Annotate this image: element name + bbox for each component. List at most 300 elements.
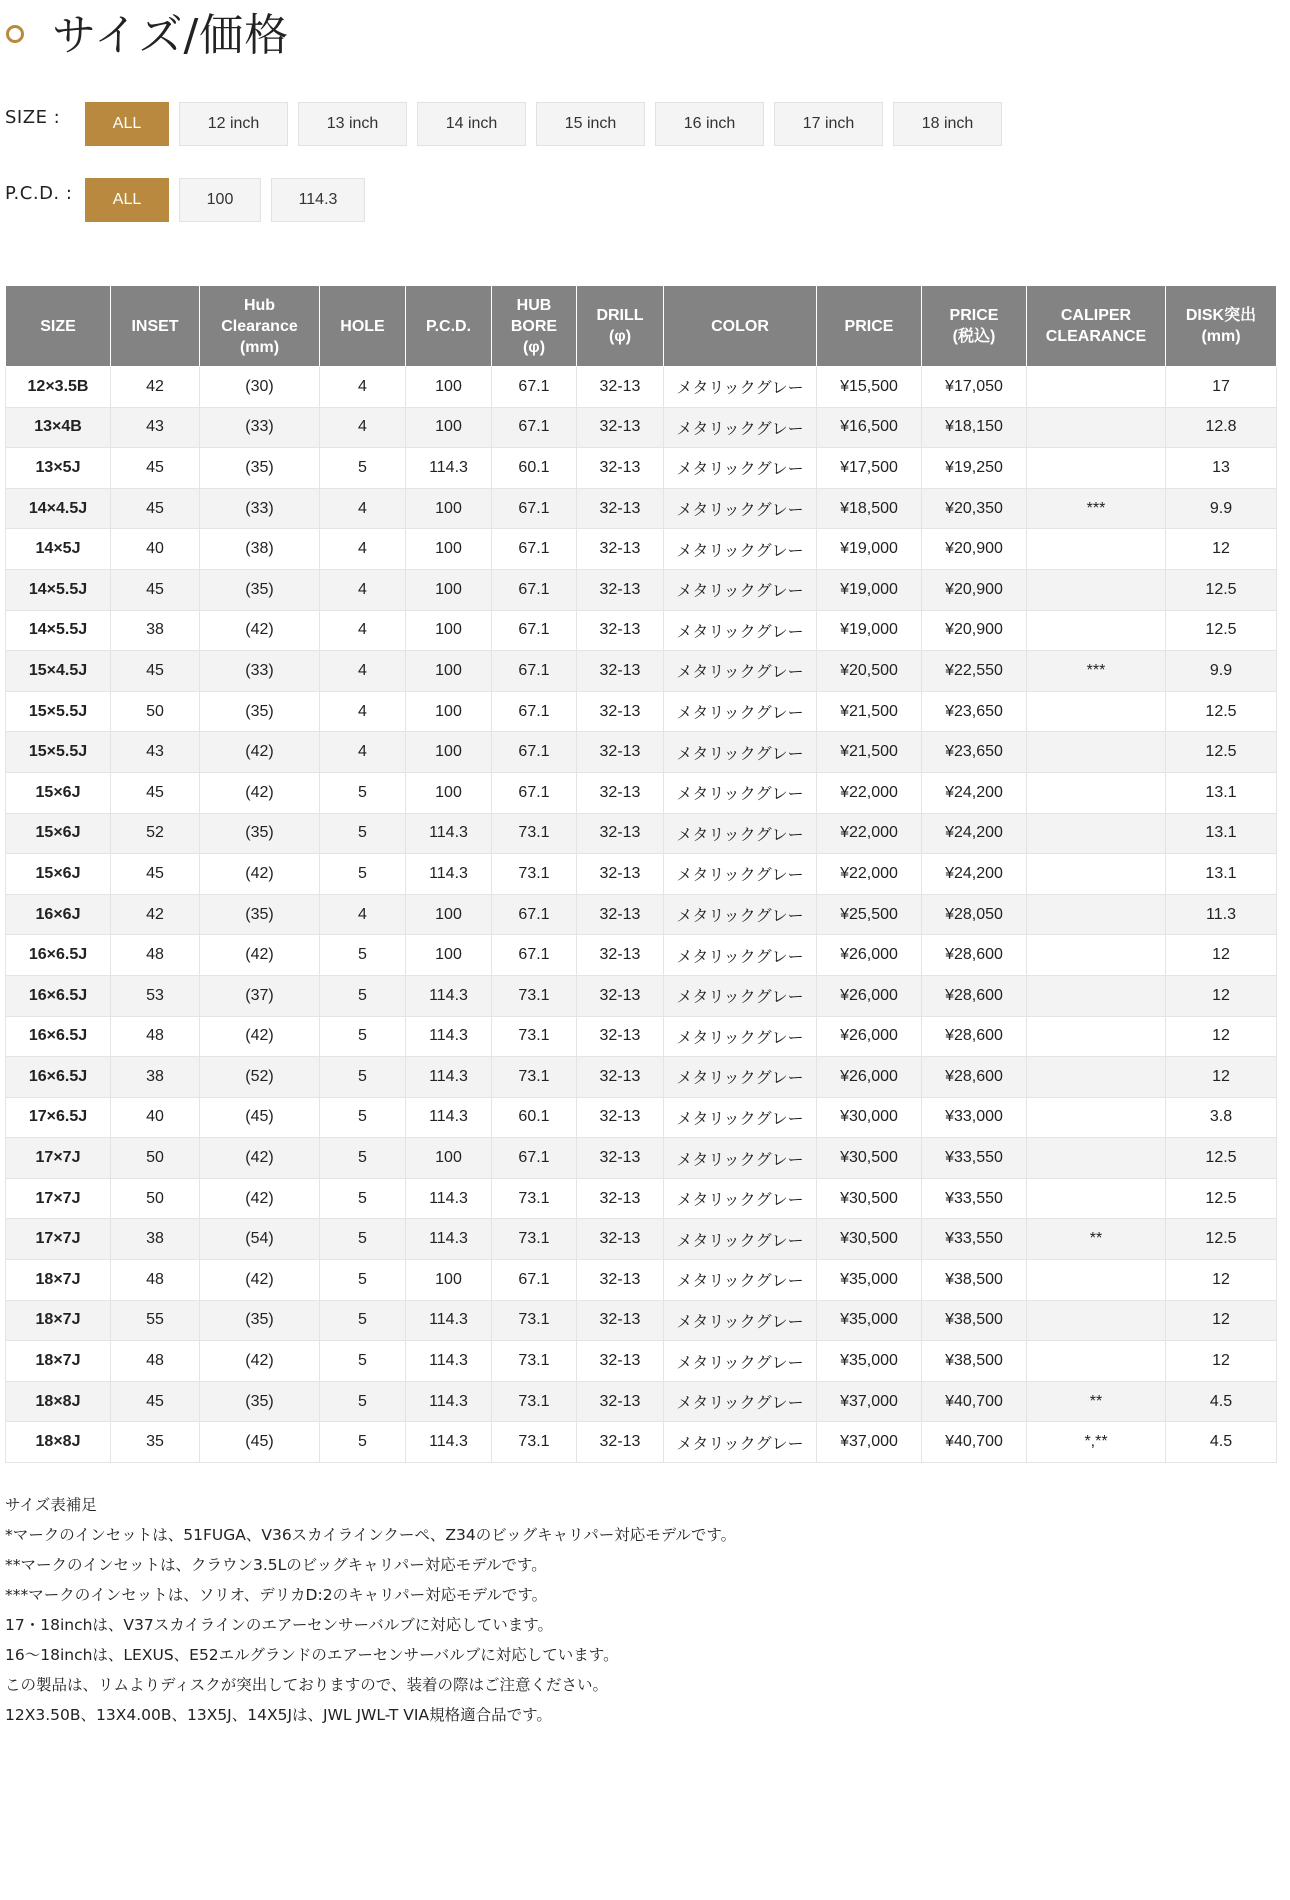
column-header-disk-protrusion (1166, 286, 1277, 367)
cell-pcd: 100 (406, 529, 492, 570)
cell-hub-bore: 73.1 (492, 1178, 577, 1219)
column-header-line: P.C.D. (425, 317, 472, 335)
cell-caliper-clearance (1027, 367, 1166, 408)
cell-disk-protrusion: 4.5 (1166, 1422, 1277, 1463)
cell-hub-clearance: (35) (200, 1381, 320, 1422)
cell-size: 16×6.5J (6, 1057, 111, 1098)
cell-hole: 5 (320, 1341, 406, 1382)
cell-pcd: 100 (406, 772, 492, 813)
size-filter-13-inch-button[interactable]: 13 inch (298, 102, 407, 146)
cell-caliper-clearance: ** (1027, 1381, 1166, 1422)
column-header-line: Hub (243, 296, 276, 314)
cell-inset: 50 (111, 691, 200, 732)
cell-caliper-clearance (1027, 407, 1166, 448)
size-filter-buttons (85, 102, 1002, 146)
cell-hole: 4 (320, 488, 406, 529)
cell-hole: 5 (320, 1097, 406, 1138)
cell-size: 18×8J (6, 1381, 111, 1422)
cell-disk-protrusion: 12.5 (1166, 1219, 1277, 1260)
cell-color: メタリックグレー (664, 1178, 817, 1219)
cell-color: メタリックグレー (664, 448, 817, 489)
cell-price-tax-incl: ¥28,600 (922, 1016, 1027, 1057)
cell-pcd: 100 (406, 651, 492, 692)
cell-hole: 4 (320, 569, 406, 610)
table-row (6, 1138, 1277, 1179)
cell-inset: 38 (111, 1057, 200, 1098)
cell-hole: 4 (320, 367, 406, 408)
cell-price: ¥22,000 (817, 854, 922, 895)
cell-drill: 32-13 (577, 1300, 664, 1341)
column-header-line: INSET (131, 317, 179, 335)
cell-hub-clearance: (54) (200, 1219, 320, 1260)
cell-drill: 32-13 (577, 448, 664, 489)
cell-price: ¥30,500 (817, 1138, 922, 1179)
cell-pcd: 114.3 (406, 1178, 492, 1219)
cell-price-tax-incl: ¥28,600 (922, 1057, 1027, 1098)
cell-caliper-clearance: *** (1027, 488, 1166, 529)
cell-price-tax-incl: ¥38,500 (922, 1341, 1027, 1382)
cell-caliper-clearance (1027, 935, 1166, 976)
column-header-pcd (406, 286, 492, 367)
cell-pcd: 114.3 (406, 854, 492, 895)
cell-color: メタリックグレー (664, 407, 817, 448)
cell-drill: 32-13 (577, 488, 664, 529)
cell-price-tax-incl: ¥38,500 (922, 1260, 1027, 1301)
cell-price-tax-incl: ¥19,250 (922, 448, 1027, 489)
cell-inset: 55 (111, 1300, 200, 1341)
table-row (6, 1300, 1277, 1341)
note-line: 12X3.50B、13X4.00B、13X5J、14X5Jは、JWL JWL-T VIA規格適合品です。 (5, 1706, 552, 1724)
cell-disk-protrusion: 12 (1166, 529, 1277, 570)
cell-hub-clearance: (42) (200, 732, 320, 773)
notes-heading: サイズ表補足 (5, 1496, 97, 1514)
cell-pcd: 100 (406, 569, 492, 610)
table-row (6, 1178, 1277, 1219)
cell-size: 16×6.5J (6, 935, 111, 976)
cell-hub-clearance: (33) (200, 651, 320, 692)
note-line: **マークのインセットは、クラウン3.5Lのビッグキャリパー対応モデルです。 (5, 1556, 547, 1574)
cell-caliper-clearance (1027, 1300, 1166, 1341)
column-header-line: DISK突出 (1185, 307, 1257, 324)
cell-pcd: 100 (406, 732, 492, 773)
cell-size: 18×8J (6, 1422, 111, 1463)
cell-disk-protrusion: 13.1 (1166, 854, 1277, 895)
cell-hub-bore: 73.1 (492, 1219, 577, 1260)
cell-price-tax-incl: ¥24,200 (922, 772, 1027, 813)
cell-disk-protrusion: 12 (1166, 1300, 1277, 1341)
cell-hole: 5 (320, 1219, 406, 1260)
cell-inset: 45 (111, 448, 200, 489)
table-row (6, 1381, 1277, 1422)
cell-hub-clearance: (42) (200, 854, 320, 895)
page-title-row (6, 2, 289, 60)
cell-disk-protrusion: 12 (1166, 1016, 1277, 1057)
cell-inset: 35 (111, 1422, 200, 1463)
cell-caliper-clearance (1027, 529, 1166, 570)
cell-caliper-clearance (1027, 1057, 1166, 1098)
cell-hub-bore: 67.1 (492, 772, 577, 813)
cell-size: 15×6J (6, 813, 111, 854)
cell-color: メタリックグレー (664, 1138, 817, 1179)
cell-disk-protrusion: 12.5 (1166, 569, 1277, 610)
cell-drill: 32-13 (577, 691, 664, 732)
cell-caliper-clearance (1027, 569, 1166, 610)
cell-size: 14×4.5J (6, 488, 111, 529)
cell-inset: 48 (111, 935, 200, 976)
note-line: この製品は、リムよりディスクが突出しておりますので、装着の際はご注意ください。 (5, 1676, 608, 1694)
cell-hole: 4 (320, 691, 406, 732)
column-header-line: HOLE (340, 317, 385, 335)
cell-drill: 32-13 (577, 1422, 664, 1463)
cell-disk-protrusion: 12.5 (1166, 610, 1277, 651)
cell-price: ¥37,000 (817, 1422, 922, 1463)
pcd-filter-114-3-button[interactable]: 114.3 (271, 178, 365, 222)
cell-drill: 32-13 (577, 1097, 664, 1138)
cell-size: 14×5.5J (6, 569, 111, 610)
cell-caliper-clearance (1027, 448, 1166, 489)
cell-drill: 32-13 (577, 1381, 664, 1422)
cell-hole: 5 (320, 1057, 406, 1098)
cell-hub-bore: 73.1 (492, 1057, 577, 1098)
column-header-price (817, 286, 922, 367)
cell-color: メタリックグレー (664, 935, 817, 976)
cell-disk-protrusion: 12 (1166, 1341, 1277, 1382)
cell-caliper-clearance (1027, 1138, 1166, 1179)
cell-inset: 48 (111, 1341, 200, 1382)
cell-price-tax-incl: ¥20,900 (922, 529, 1027, 570)
cell-color: メタリックグレー (664, 1260, 817, 1301)
column-header-size (6, 286, 111, 367)
cell-hole: 5 (320, 1381, 406, 1422)
size-filter-17-inch-button[interactable]: 17 inch (774, 102, 883, 146)
cell-price-tax-incl: ¥28,050 (922, 894, 1027, 935)
cell-hub-bore: 67.1 (492, 732, 577, 773)
column-header-line: HUB (516, 296, 552, 314)
cell-hole: 5 (320, 975, 406, 1016)
cell-price-tax-incl: ¥18,150 (922, 407, 1027, 448)
cell-size: 15×6J (6, 772, 111, 813)
cell-hole: 5 (320, 1260, 406, 1301)
cell-size: 14×5.5J (6, 610, 111, 651)
cell-disk-protrusion: 13.1 (1166, 813, 1277, 854)
cell-pcd: 114.3 (406, 1097, 492, 1138)
cell-caliper-clearance (1027, 772, 1166, 813)
cell-hub-bore: 67.1 (492, 691, 577, 732)
cell-hole: 5 (320, 1422, 406, 1463)
cell-color: メタリックグレー (664, 488, 817, 529)
cell-caliper-clearance (1027, 1178, 1166, 1219)
cell-caliper-clearance: ** (1027, 1219, 1166, 1260)
pcd-filter-100-button[interactable]: 100 (179, 178, 261, 222)
cell-inset: 50 (111, 1178, 200, 1219)
cell-disk-protrusion: 11.3 (1166, 894, 1277, 935)
cell-caliper-clearance (1027, 1341, 1166, 1382)
cell-hub-clearance: (35) (200, 448, 320, 489)
cell-caliper-clearance (1027, 691, 1166, 732)
cell-hub-clearance: (45) (200, 1097, 320, 1138)
column-header-hole (320, 286, 406, 367)
column-header-line: CALIPER (1060, 307, 1132, 324)
cell-drill: 32-13 (577, 772, 664, 813)
pcd-filter-label: P.C.D. : (5, 183, 73, 204)
cell-pcd: 114.3 (406, 1219, 492, 1260)
cell-disk-protrusion: 13.1 (1166, 772, 1277, 813)
cell-hole: 4 (320, 651, 406, 692)
table-row (6, 935, 1277, 976)
cell-color: メタリックグレー (664, 813, 817, 854)
column-header-line: (φ) (608, 328, 632, 345)
cell-price-tax-incl: ¥33,550 (922, 1178, 1027, 1219)
cell-color: メタリックグレー (664, 1381, 817, 1422)
size-filter-16-inch-button[interactable]: 16 inch (655, 102, 764, 146)
cell-disk-protrusion: 12.5 (1166, 1178, 1277, 1219)
cell-color: メタリックグレー (664, 367, 817, 408)
cell-caliper-clearance (1027, 610, 1166, 651)
cell-pcd: 100 (406, 935, 492, 976)
cell-hub-bore: 67.1 (492, 1138, 577, 1179)
cell-disk-protrusion: 9.9 (1166, 651, 1277, 692)
note-line: *マークのインセットは、51FUGA、V36スカイラインクーペ、Z34のビッグキャリパー対応モデルです。 (5, 1526, 737, 1544)
cell-hub-clearance: (42) (200, 1016, 320, 1057)
cell-price-tax-incl: ¥20,900 (922, 610, 1027, 651)
cell-disk-protrusion: 12 (1166, 975, 1277, 1016)
cell-inset: 42 (111, 367, 200, 408)
table-row (6, 1016, 1277, 1057)
column-header-hub-clearance (200, 286, 320, 367)
cell-price: ¥30,500 (817, 1178, 922, 1219)
cell-price-tax-incl: ¥17,050 (922, 367, 1027, 408)
cell-size: 17×6.5J (6, 1097, 111, 1138)
cell-size: 14×5J (6, 529, 111, 570)
cell-inset: 43 (111, 732, 200, 773)
cell-size: 16×6J (6, 894, 111, 935)
cell-color: メタリックグレー (664, 529, 817, 570)
cell-pcd: 114.3 (406, 1016, 492, 1057)
cell-hub-clearance: (33) (200, 407, 320, 448)
cell-hub-bore: 67.1 (492, 367, 577, 408)
cell-inset: 53 (111, 975, 200, 1016)
cell-hub-clearance: (35) (200, 691, 320, 732)
cell-hub-bore: 73.1 (492, 1381, 577, 1422)
cell-drill: 32-13 (577, 651, 664, 692)
cell-price: ¥22,000 (817, 813, 922, 854)
column-header-line: SIZE (40, 317, 76, 335)
cell-hole: 5 (320, 935, 406, 976)
cell-hub-bore: 67.1 (492, 651, 577, 692)
cell-price: ¥35,000 (817, 1341, 922, 1382)
cell-hole: 5 (320, 1300, 406, 1341)
cell-drill: 32-13 (577, 975, 664, 1016)
cell-size: 16×6.5J (6, 975, 111, 1016)
table-body (6, 367, 1277, 1463)
cell-size: 17×7J (6, 1138, 111, 1179)
table-row (6, 691, 1277, 732)
cell-price: ¥35,000 (817, 1260, 922, 1301)
cell-price-tax-incl: ¥24,200 (922, 854, 1027, 895)
column-header-line: DRILL (596, 307, 644, 324)
cell-price: ¥30,500 (817, 1219, 922, 1260)
cell-disk-protrusion: 12 (1166, 1057, 1277, 1098)
cell-hub-clearance: (33) (200, 488, 320, 529)
cell-hub-clearance: (42) (200, 610, 320, 651)
cell-price-tax-incl: ¥22,550 (922, 651, 1027, 692)
table-row (6, 610, 1277, 651)
cell-hub-bore: 73.1 (492, 1341, 577, 1382)
cell-price-tax-incl: ¥28,600 (922, 935, 1027, 976)
cell-hub-bore: 67.1 (492, 610, 577, 651)
cell-hole: 4 (320, 529, 406, 570)
cell-hub-clearance: (35) (200, 894, 320, 935)
pcd-filter-all-button[interactable]: ALL (85, 178, 169, 222)
cell-hub-clearance: (30) (200, 367, 320, 408)
cell-color: メタリックグレー (664, 894, 817, 935)
cell-size: 17×7J (6, 1219, 111, 1260)
cell-drill: 32-13 (577, 1178, 664, 1219)
cell-hub-clearance: (42) (200, 1178, 320, 1219)
cell-price: ¥19,000 (817, 569, 922, 610)
cell-size: 13×5J (6, 448, 111, 489)
cell-pcd: 114.3 (406, 1341, 492, 1382)
cell-drill: 32-13 (577, 935, 664, 976)
cell-inset: 45 (111, 569, 200, 610)
cell-hub-clearance: (42) (200, 772, 320, 813)
cell-drill: 32-13 (577, 407, 664, 448)
column-header-caliper-clearance (1027, 286, 1166, 367)
pcd-filter-buttons (85, 178, 365, 222)
column-header-line: (mm) (239, 338, 280, 356)
cell-color: メタリックグレー (664, 772, 817, 813)
size-filter-12-inch-button[interactable]: 12 inch (179, 102, 288, 146)
cell-price: ¥18,500 (817, 488, 922, 529)
cell-drill: 32-13 (577, 569, 664, 610)
cell-hub-bore: 67.1 (492, 407, 577, 448)
cell-inset: 48 (111, 1260, 200, 1301)
cell-hub-bore: 60.1 (492, 448, 577, 489)
cell-color: メタリックグレー (664, 1422, 817, 1463)
cell-drill: 32-13 (577, 813, 664, 854)
cell-caliper-clearance (1027, 1260, 1166, 1301)
cell-inset: 48 (111, 1016, 200, 1057)
cell-hub-bore: 73.1 (492, 1016, 577, 1057)
pcd-filter (5, 178, 365, 222)
cell-size: 18×7J (6, 1300, 111, 1341)
size-filter-15-inch-button[interactable]: 15 inch (536, 102, 645, 146)
cell-inset: 40 (111, 1097, 200, 1138)
cell-pcd: 100 (406, 691, 492, 732)
cell-color: メタリックグレー (664, 651, 817, 692)
cell-color: メタリックグレー (664, 1097, 817, 1138)
column-header-line: (税込) (952, 328, 996, 345)
cell-price-tax-incl: ¥23,650 (922, 691, 1027, 732)
cell-hub-bore: 73.1 (492, 813, 577, 854)
column-header-line: PRICE (949, 307, 999, 324)
cell-hub-bore: 67.1 (492, 894, 577, 935)
cell-size: 13×4B (6, 407, 111, 448)
column-header-color (664, 286, 817, 367)
cell-hole: 4 (320, 894, 406, 935)
cell-hub-clearance: (52) (200, 1057, 320, 1098)
table-row (6, 1219, 1277, 1260)
table-row (6, 975, 1277, 1016)
cell-drill: 32-13 (577, 854, 664, 895)
cell-inset: 40 (111, 529, 200, 570)
cell-inset: 45 (111, 772, 200, 813)
table-row (6, 894, 1277, 935)
cell-drill: 32-13 (577, 1219, 664, 1260)
cell-pcd: 100 (406, 610, 492, 651)
column-header-line: COLOR (711, 317, 769, 335)
cell-hub-bore: 73.1 (492, 1422, 577, 1463)
cell-hole: 5 (320, 1138, 406, 1179)
cell-hole: 4 (320, 732, 406, 773)
table-row (6, 651, 1277, 692)
cell-drill: 32-13 (577, 367, 664, 408)
cell-size: 15×4.5J (6, 651, 111, 692)
cell-caliper-clearance (1027, 1016, 1166, 1057)
cell-color: メタリックグレー (664, 1219, 817, 1260)
table-row (6, 813, 1277, 854)
table-row (6, 732, 1277, 773)
size-filter-all-button[interactable]: ALL (85, 102, 169, 146)
cell-size: 15×5.5J (6, 732, 111, 773)
cell-price: ¥21,500 (817, 691, 922, 732)
cell-drill: 32-13 (577, 529, 664, 570)
size-filter-14-inch-button[interactable]: 14 inch (417, 102, 526, 146)
cell-color: メタリックグレー (664, 569, 817, 610)
cell-pcd: 100 (406, 488, 492, 529)
cell-price: ¥37,000 (817, 1381, 922, 1422)
cell-disk-protrusion: 12.5 (1166, 1138, 1277, 1179)
note-line: 16～18inchは、LEXUS、E52エルグランドのエアーセンサーバルブに対応しています。 (5, 1646, 619, 1664)
cell-hub-clearance: (42) (200, 1341, 320, 1382)
cell-pcd: 114.3 (406, 1300, 492, 1341)
cell-color: メタリックグレー (664, 1057, 817, 1098)
column-header-line: CLEARANCE (1045, 328, 1147, 345)
cell-hub-clearance: (42) (200, 1260, 320, 1301)
cell-color: メタリックグレー (664, 1300, 817, 1341)
cell-inset: 45 (111, 854, 200, 895)
cell-pcd: 114.3 (406, 813, 492, 854)
cell-drill: 32-13 (577, 1138, 664, 1179)
cell-pcd: 114.3 (406, 975, 492, 1016)
cell-pcd: 100 (406, 407, 492, 448)
cell-disk-protrusion: 12.5 (1166, 691, 1277, 732)
cell-caliper-clearance: *** (1027, 651, 1166, 692)
size-notes (5, 1490, 736, 1730)
size-filter-label: SIZE : (5, 107, 61, 128)
column-header-inset (111, 286, 200, 367)
cell-inset: 38 (111, 610, 200, 651)
cell-drill: 32-13 (577, 894, 664, 935)
cell-price-tax-incl: ¥38,500 (922, 1300, 1027, 1341)
cell-hub-clearance: (45) (200, 1422, 320, 1463)
cell-size: 18×7J (6, 1341, 111, 1382)
size-filter-18-inch-button[interactable]: 18 inch (893, 102, 1002, 146)
cell-inset: 45 (111, 488, 200, 529)
cell-hub-bore: 73.1 (492, 975, 577, 1016)
cell-inset: 52 (111, 813, 200, 854)
cell-hub-bore: 67.1 (492, 529, 577, 570)
column-header-line: Clearance (221, 317, 298, 335)
cell-hub-bore: 67.1 (492, 569, 577, 610)
cell-pcd: 114.3 (406, 1381, 492, 1422)
cell-disk-protrusion: 3.8 (1166, 1097, 1277, 1138)
cell-caliper-clearance (1027, 813, 1166, 854)
cell-pcd: 100 (406, 1260, 492, 1301)
cell-color: メタリックグレー (664, 1341, 817, 1382)
cell-price-tax-incl: ¥24,200 (922, 813, 1027, 854)
cell-price: ¥35,000 (817, 1300, 922, 1341)
